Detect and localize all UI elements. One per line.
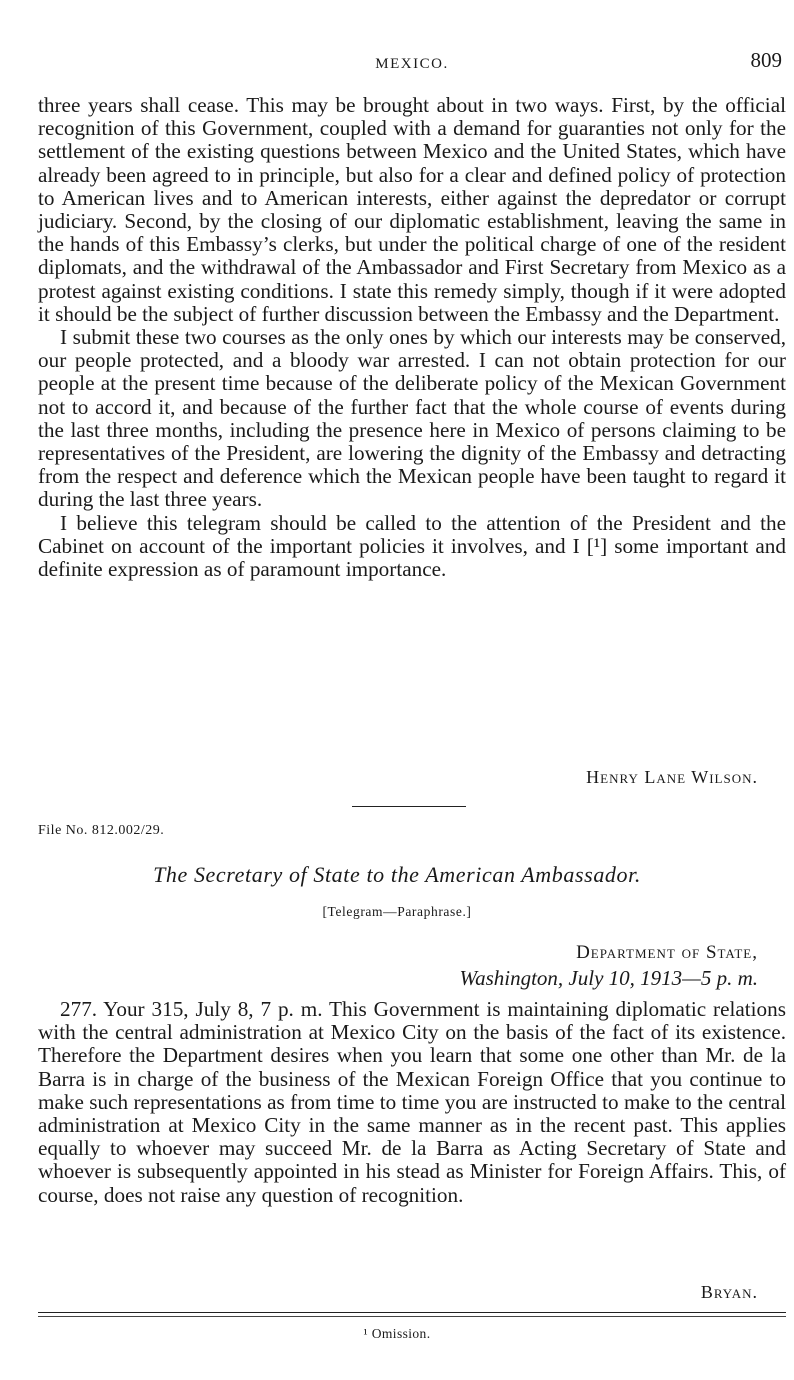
paragraph: I believe this telegram should be called to the attention of the President and the Cabinet on account of the important policies it involves, and I [¹] some important and definite expression as of paramount importance.	[38, 510, 786, 582]
running-head: MEXICO.	[375, 56, 449, 72]
document-subtitle: [Telegram—Paraphrase.]	[322, 904, 472, 919]
document-title: The Secretary of State to the American Ambassador.	[153, 862, 641, 887]
section2-body	[38, 998, 786, 1207]
dateline: Washington, July 10, 1913—5 p. m.	[459, 966, 758, 990]
page-number: 809	[750, 48, 782, 72]
footnote-rule	[38, 1312, 786, 1313]
section-divider	[352, 806, 466, 807]
signature-wilson: Henry Lane Wilson.	[586, 767, 758, 787]
paragraph: I submit these two courses as the only ones by which our interests may be conserved, our people protected, and a bloody war arrested. I can not obtain protection for our people at the present time because of the deliberate policy of the Mexican Government not to accord it, and because of the further fact that the whole course of events during the last three months, including the presence here in Mexico of persons claiming to be representatives of the President, are lowering the dignity of the Embassy and detracting from the respect and deference which the Mexican people have been taught to regard it during the last three years.	[38, 325, 786, 512]
footnote-rule-thin	[38, 1316, 786, 1317]
section1-body	[38, 94, 786, 581]
file-number: File No. 812.002/29.	[38, 823, 165, 838]
paragraph: 277. Your 315, July 8, 7 p. m. This Government is maintaining diplomatic relations with the central administration at Mexico City on the basis of the fact of its existence. Therefore the Department desires when you learn that some one other than Mr. de la Barra is in charge of the business of the Mexican Foreign Office that you continue to make such representations as from time to time you are instructed to make to the central administration at Mexico City in the same manner as in the recent past. This applies equally to whoever may succeed Mr. de la Barra as Acting Secretary of State and whoever is subsequently appointed in his stead as Minister for Foreign Affairs. This, of course, does not raise any question of recognition.	[38, 997, 786, 1207]
footnote: ¹ Omission.	[363, 1326, 431, 1341]
page-header	[38, 48, 786, 82]
signature-bryan: Bryan.	[700, 1282, 758, 1302]
paragraph-continued: three years shall cease. This may be brought about in two ways. First, by the official recognition of this Government, coupled with a demand for guaranties not only for the settlement of the existing questions between Mexico and the United States, which have already been agreed to in principle, but also for a clear and defined policy of protection to American lives and to American interests, either against the depredator or corrupt judiciary. Second, by the closing of our diplomatic establishment, leaving the same in the hands of this Embassy’s clerks, but under the political charge of one of the resident diplomats, and the withdrawal of the Ambassador and First Secretary from Mexico as a protest against existing conditions. I state this remedy simply, though if it were adopted it should be the subject of further discussion between the Embassy and the Department.	[38, 93, 786, 326]
department-line: Department of State,	[576, 942, 758, 963]
